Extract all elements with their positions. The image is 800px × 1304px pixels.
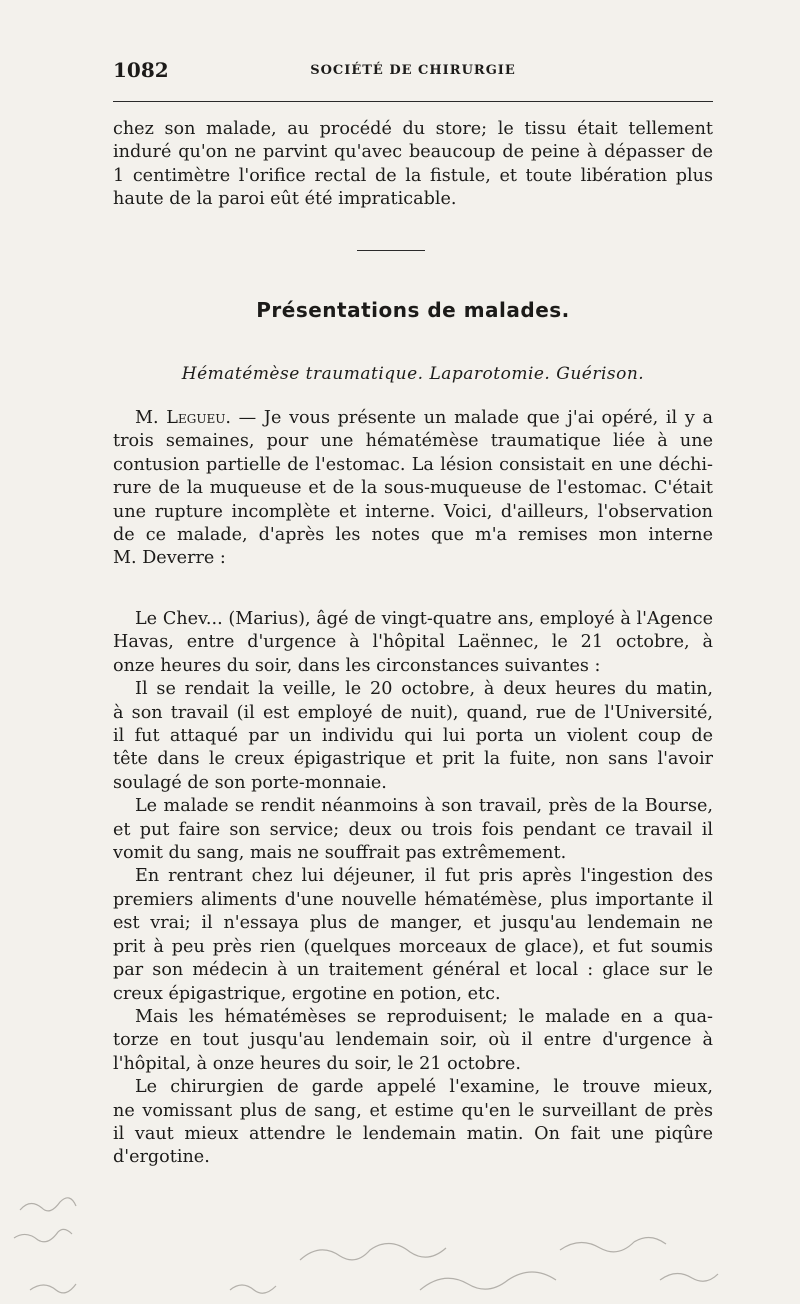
text-line: vomit du sang, mais ne souffrait pas extrêmement. (113, 843, 567, 864)
text-line: 1 centimètre l'orifice rectal de la fistule, et toute libération plus (113, 165, 713, 186)
text-line: tête dans le creux épigastrique et prit la fuite, non sans l'avoir (113, 749, 713, 770)
page-header (113, 58, 713, 88)
text-line: une rupture incomplète et interne. Voici, d'ailleurs, l'observation (113, 501, 713, 522)
text-line: il fut attaqué par un individu qui lui porta un violent coup de (113, 726, 713, 747)
header-rule (113, 101, 713, 102)
text-line: Le Chev... (Marius), âgé de vingt-quatre ans, employé à l'Agence (135, 609, 713, 629)
text-line: premiers aliments d'une nouvelle hématémèse, plus importante il (113, 889, 713, 910)
running-title: SOCIÉTÉ DE CHIRURGIE (310, 63, 516, 78)
text-line: En rentrant chez lui déjeuner, il fut pris après l'ingestion des (135, 866, 713, 887)
section-separator (357, 250, 425, 251)
text-line (113, 407, 713, 430)
text-line: ne vomissant plus de sang, et estime qu'en le surveillant de près (113, 1100, 713, 1121)
speaker-name: M. Legueu. (135, 408, 231, 428)
text-line: Mais les hématémèses se reproduisent; le malade en a qua- (135, 1006, 713, 1027)
text-line: Le chirurgien de garde appelé l'examine, le trouve mieux, (135, 1077, 713, 1098)
text-line: il vaut mieux attendre le lendemain matin. On fait une piqûre (113, 1123, 713, 1144)
observation-text (113, 608, 713, 1170)
text-line: prit à peu près rien (quelques morceaux de glace), et fut soumis (113, 936, 713, 957)
text-line: de ce malade, d'après les notes que m'a remises mon interne (113, 525, 713, 546)
paragraph-presentation (113, 407, 713, 571)
text-line: à son travail (il est employé de nuit), quand, rue de l'Université, (113, 702, 713, 723)
text-line: par son médecin à un traitement général et local : glace sur le (113, 960, 713, 981)
text-line: Le malade se rendit néanmoins à son travail, près de la Bourse, (135, 796, 713, 817)
text-line: haute de la paroi eût été impraticable. (113, 189, 457, 210)
text-line: induré qu'on ne parvint qu'avec beaucoup de peine à dépasser de (113, 142, 713, 163)
text-line: est vrai; il n'essaya plus de manger, et jusqu'au lendemain ne (113, 913, 713, 934)
section-title: Présentations de malades. (256, 298, 570, 322)
text-line: onze heures du soir, dans les circonstances suivantes : (113, 655, 601, 676)
text-line: Il se rendait la veille, le 20 octobre, à deux heures du matin, (135, 679, 713, 700)
text-line: rure de la muqueuse et de la sous-muqueuse de l'estomac. C'était (113, 478, 713, 499)
text-line: soulagé de son porte-monnaie. (113, 772, 387, 793)
text-line: l'hôpital, à onze heures du soir, le 21 octobre. (113, 1053, 521, 1074)
text-line: trois semaines, pour une hématémèse traumatique liée à une (113, 431, 713, 452)
text-line: torze en tout jusqu'au lendemain soir, où il entre d'urgence à (113, 1030, 713, 1051)
text-line: d'ergotine. (113, 1147, 210, 1168)
text-line: creux épigastrique, ergotine en potion, etc. (113, 983, 501, 1004)
text-line: chez son malade, au procédé du store; le tissu était tellement (113, 119, 713, 139)
text-line: et put faire son service; deux ou trois fois pendant ce travail il (113, 819, 713, 840)
text-fragment: — Je vous présente un malade que j'ai opéré, il y a (230, 408, 713, 428)
text-line: contusion partielle de l'estomac. La lésion consistait en une déchi- (113, 454, 713, 475)
text-line: Havas, entre d'urgence à l'hôpital Laënnec, le 21 octobre, à (113, 632, 713, 653)
page-number: 1082 (113, 58, 169, 82)
paragraph-continued (113, 118, 713, 212)
section-subtitle: Hématémèse traumatique. Laparotomie. Guérison. (181, 364, 645, 384)
text-line: M. Deverre : (113, 548, 226, 569)
